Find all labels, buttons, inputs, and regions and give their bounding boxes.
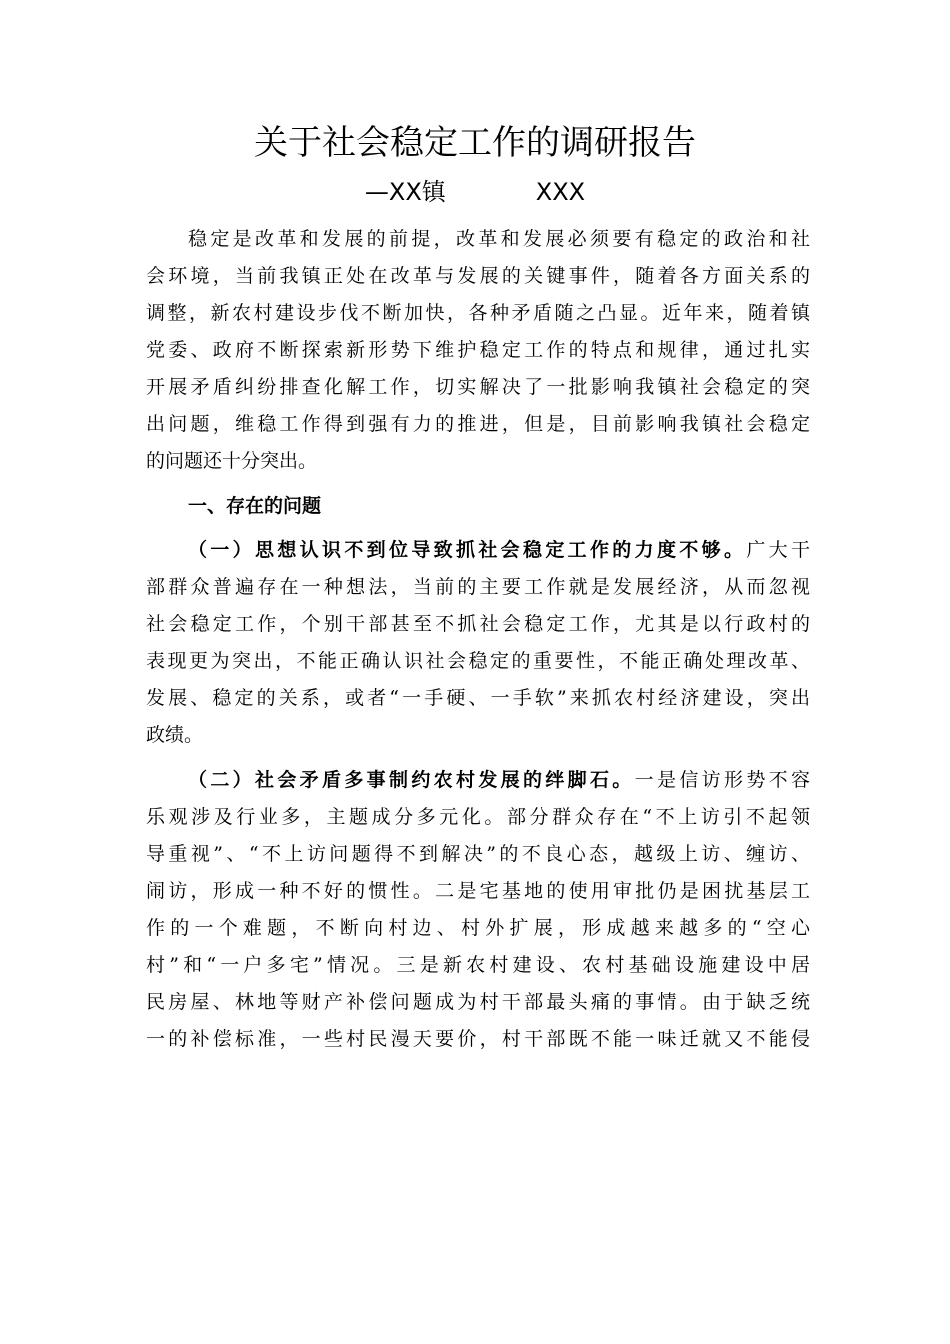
document-title: 关于社会稳定工作的调研报告 <box>254 123 696 163</box>
text-line: 闹访，形成一种不好的惯性。二是宅基地的使用审批仍是困扰基层工 <box>146 879 810 902</box>
section-heading-problems <box>146 488 810 525</box>
subtitle-organization: —XX镇 <box>364 178 446 206</box>
item-heading-tail: 一是信访形势不容 <box>634 768 810 791</box>
item-heading: （二）社会矛盾多事制约农村发展的绊脚石。 <box>188 768 635 791</box>
text-line: 社会稳定工作，个别干部甚至不抓社会稳定工作，尤其是以行政村的 <box>146 613 810 635</box>
text-line: 作的一个难题，不断向村边、村外扩展，形成越来越多的“空心 <box>146 916 810 939</box>
intro-paragraph <box>146 221 810 480</box>
item-paragraph-2 <box>146 762 810 1058</box>
document-subtitle <box>0 172 950 212</box>
item-paragraph-1 <box>146 532 810 754</box>
subtitle-author: XXX <box>535 178 586 206</box>
text-line: 党委、政府不断探索新形势下维护稳定工作的特点和规律，通过扎实 <box>146 339 810 361</box>
text-line: 部群众普遍存在一种想法，当前的主要工作就是发展经济，从而忽视 <box>146 576 810 598</box>
text-line <box>146 532 810 569</box>
text-line: 的问题还十分突出。 <box>146 450 318 472</box>
text-line: 民房屋、林地等财产补偿问题成为村干部最头痛的事情。由于缺乏统 <box>146 990 810 1013</box>
document-body <box>146 221 810 1065</box>
text-line: 调整，新农村建设步伐不断加快，各种矛盾随之凸显。近年来，随着镇 <box>146 302 810 324</box>
text-line: 导重视”、“不上访问题得不到解决”的不良心态，越级上访、缠访、 <box>146 842 810 865</box>
text-line: 村”和“一户多宅”情况。三是新农村建设、农村基础设施建设中居 <box>146 953 810 976</box>
text-line <box>146 762 810 799</box>
text-line: 开展矛盾纠纷排查化解工作，切实解决了一批影响我镇社会稳定的突 <box>146 376 810 398</box>
text-line: 乐观涉及行业多，主题成分多元化。部分群众存在“不上访引不起领 <box>146 805 810 828</box>
text-line: 出问题，维稳工作得到强有力的推进，但是，目前影响我镇社会稳定 <box>146 413 810 435</box>
text-line: 稳定是改革和发展的前提，改革和发展必须要有稳定的政治和社 <box>188 228 810 250</box>
text-line: 会环境，当前我镇正处在改革与发展的关键事件，随着各方面关系的 <box>146 265 810 287</box>
item-heading: （一）思想认识不到位导致抓社会稳定工作的力度不够。 <box>188 539 747 561</box>
item-heading-tail: 广大干 <box>746 539 810 561</box>
text-line: 政绩。 <box>146 724 204 746</box>
section-heading: 一、存在的问题 <box>188 494 322 517</box>
text-line: 一的补偿标准，一些村民漫天要价，村干部既不能一味迁就又不能侵 <box>146 1027 810 1050</box>
text-line: 表现更为突出，不能正确认识社会稳定的重要性，不能正确处理改革、 <box>146 650 810 672</box>
text-line: 发展、稳定的关系，或者“一手硬、一手软”来抓农村经济建设，突出 <box>146 687 810 709</box>
